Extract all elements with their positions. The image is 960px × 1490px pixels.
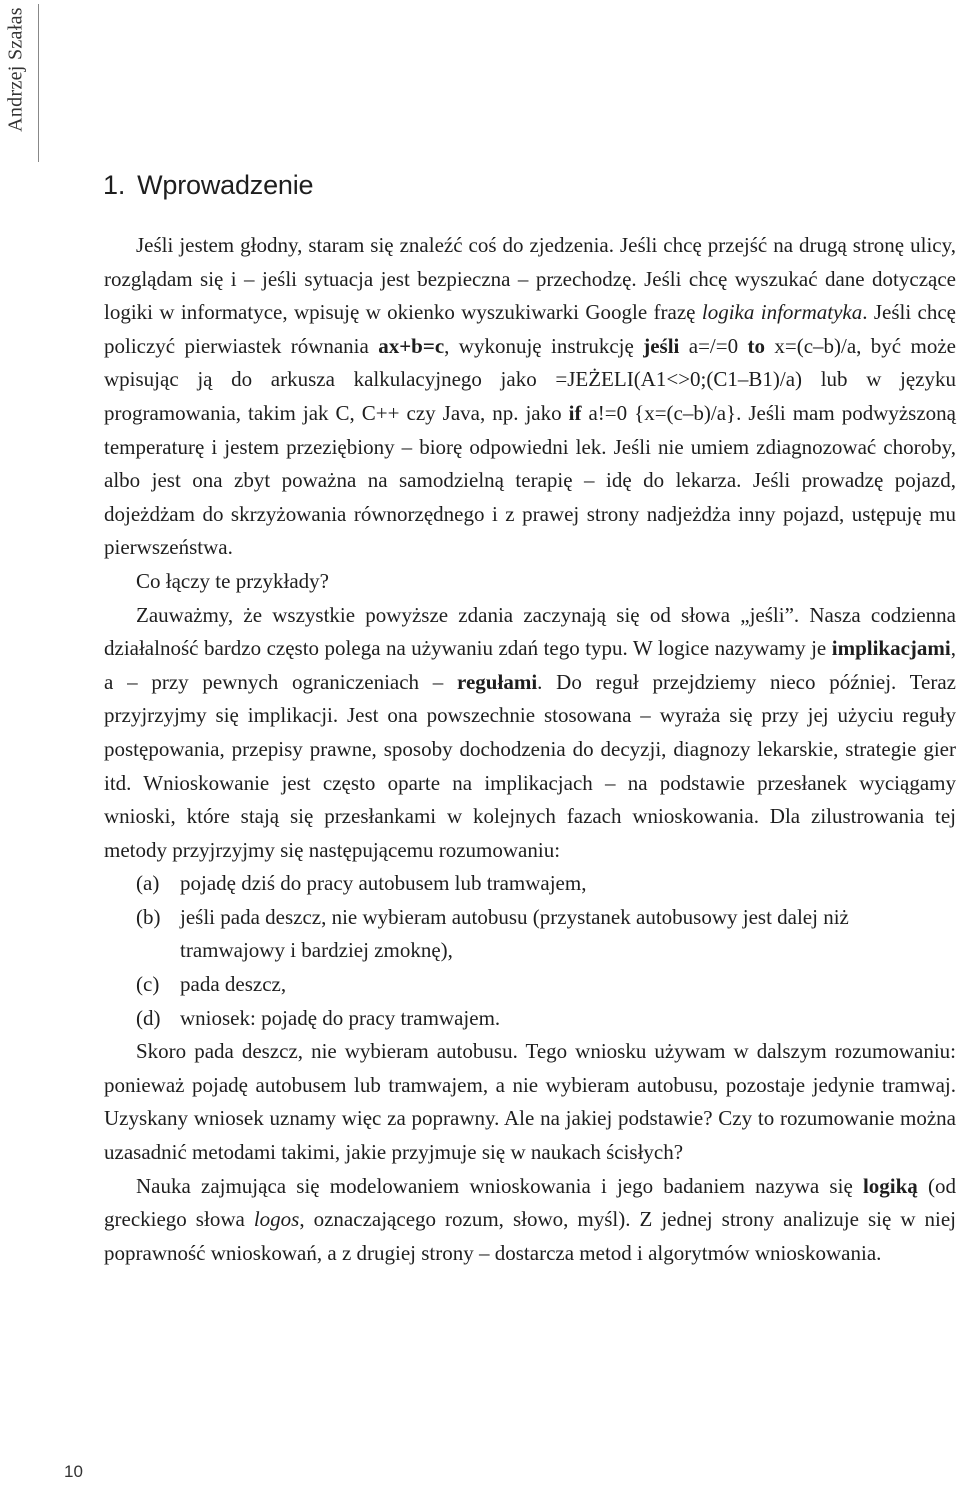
bold-term: logiką (862, 1173, 918, 1198)
list-marker: (a) (136, 871, 160, 896)
paragraph-conclusion: Skoro pada deszcz, nie wybieram autobusu. Tego wniosku używam w dalszym rozumowaniu: ponieważ pojadę autobusem lub tramwajem, a nie wybieram autobusu, pozostaje jedynie tramwaj. Uzyskany wniosek uznamy więc za poprawny. Ale na jakiej podstawie? Czy to rozumowanie można uzasadnić metodami takimi, jakie przyjmuje się w naukach ścisłych? (104, 1039, 956, 1165)
chapter-number: 1. (103, 170, 126, 200)
page-number: 10 (64, 1462, 83, 1481)
text-run: Zauważmy, że wszystkie powyższe zdania zaczynają się od słowa „jeśli”. Nasza codzienna działalność bardzo często polega na używaniu zdań tego typu. W logice nazywamy je (104, 602, 956, 661)
list-item (104, 867, 956, 901)
bold-term: implikacjami (831, 636, 951, 661)
paragraph-implications (104, 599, 956, 868)
list-marker: (c) (136, 972, 160, 997)
paragraph-intro (104, 229, 956, 565)
running-head-rule (38, 4, 39, 162)
bold-term: regułami (457, 669, 538, 694)
chapter-title (103, 170, 313, 201)
text-run: (od greckiego słowa (104, 1173, 956, 1232)
list-item-text: jeśli pada deszcz, nie wybieram autobusu (przystanek autobusowy jest dalej niż tramwajowy i bardziej zmoknę), (180, 904, 849, 963)
chapter-title-text: Wprowadzenie (137, 170, 314, 200)
text-run: , wykonuję instrukcję (444, 333, 644, 358)
list-item-text: pojadę dziś do pracy autobusem lub tramwajem, (180, 871, 587, 896)
text-run: , oznaczającego rozum, słowo, myśl). Z jednej strony analizuje się w niej poprawność wnioskowań, a z drugiej strony – dostarcza metod i algorytmów wnioskowania. (104, 1207, 956, 1265)
body-text (104, 229, 956, 1270)
bold-keyword: if (568, 400, 582, 425)
list-item (104, 968, 956, 1002)
text-run: a=/=0 (679, 333, 748, 358)
text-run: Nauka zajmująca się modelowaniem wnioskowania i jego badaniem nazywa się (136, 1173, 863, 1198)
running-head-author: Andrzej Szałas (4, 7, 27, 132)
text-run: . Do reguł przejdziemy nieco później. Teraz przyjrzyjmy się implikacji. Jest ona powszechnie stosowana – wyraża się przy jej użyciu reguły postępowania, przepisy prawne, sposoby dochodzenia do decyzji, diagnozy lekarskie, strategie gier itd. Wnioskowanie jest często oparte na implikacjach – na podstawie przesłanek wyciągamy wnioski, które stają się przesłankami w kolejnych fazach wnioskowania. Dla zilustrowania tej metody przyjrzyjmy się następującemu rozumowaniu: (104, 669, 956, 862)
list-marker: (d) (136, 1005, 161, 1030)
list-item (104, 1002, 956, 1036)
list-item-text: wniosek: pojadę do pracy tramwajem. (180, 1005, 501, 1030)
text-run: , a – przy pewnych ograniczeniach – (104, 636, 956, 694)
italic-term: logos (253, 1207, 300, 1232)
italic-phrase: logika informatyka (701, 300, 863, 325)
bold-keyword: jeśli (643, 333, 680, 358)
text-run: . Jeśli chcę policzyć pierwiastek równania (104, 300, 956, 358)
text-run: x=(c–b)/a, być może wpisując ją do arkusza kalkulacyjnego jako =JEŻELI(A1<>0;(C1–B1)/a) lub w języku programowania, takim jak C, C++ czy Java, np. jako (104, 333, 956, 425)
list-marker: (b) (136, 904, 161, 929)
list-item-text: pada deszcz, (180, 972, 287, 997)
running-head (0, 0, 42, 165)
bold-keyword: to (747, 333, 765, 358)
list-item (104, 901, 956, 968)
paragraph-question: Co łączy te przykłady? (136, 568, 329, 593)
text-run: a!=0 {x=(c–b)/a}. Jeśli mam podwyższoną temperaturę i jestem przeziębiony – biorę odpowiedni lek. Jeśli nie umiem zdiagnozować choroby, albo jest ona zbyt poważna na samodzielną terapię – idę do lekarza. Jeśli prowadzę pojazd, dojeżdżam do skrzyżowania równorzędnego i z prawej strony nadjeżdża inny pojazd, ustępuję mu pierwszeństwa. (104, 400, 956, 560)
reasoning-steps (104, 867, 956, 1035)
paragraph-logic-definition (104, 1170, 956, 1271)
bold-equation: ax+b=c (378, 333, 445, 358)
text-run: Jeśli jestem głodny, staram się znaleźć coś do zjedzenia. Jeśli chcę przejść na drugą stronę ulicy, rozglądam się i – jeśli sytuacja jest bezpieczna – przechodzę. Jeśli chcę wyszukać dane dotyczące logiki w informatyce, wpisuję w okienko wyszukiwarki Google frazę (104, 233, 956, 325)
